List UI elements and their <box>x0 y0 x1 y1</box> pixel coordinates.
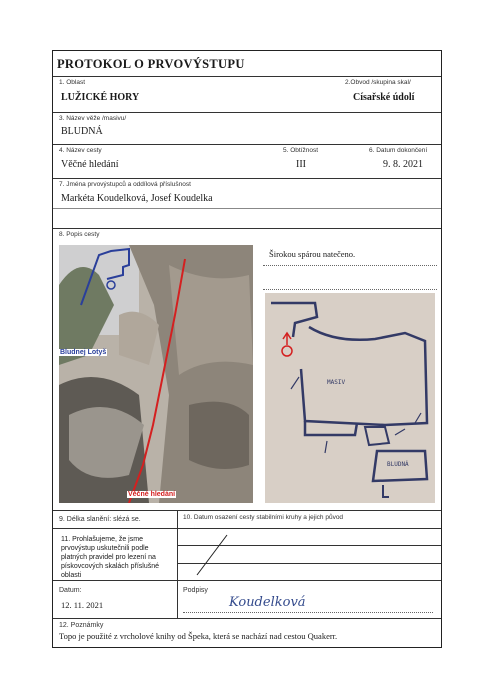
date-label: Datum: <box>59 587 82 594</box>
signatures-label: Podpisy <box>183 587 208 594</box>
sketch-label-massif: MASIV <box>327 379 346 386</box>
district-label: 2.Obvod /skupina skal/ <box>345 79 411 86</box>
photo-label-route: Věčné hledání <box>128 491 176 498</box>
description-line-1 <box>263 265 437 266</box>
rappel-divider <box>177 511 178 528</box>
title-row <box>53 51 441 77</box>
declaration-text: 11. Prohlašujeme, že jsme prvovýstup uskutečnili podle platných pravidel pro lezení na pískovcových skalách příslušné oblasti <box>61 536 160 579</box>
climbers-value: Markéta Koudelková, Josef Koudelka <box>61 193 213 204</box>
climbers-label: 7. Jména prvovýstupců a oddílová příslušnost <box>59 181 191 188</box>
rappel-row <box>53 511 441 529</box>
description-text: Širokou spárou natečeno. <box>269 249 356 259</box>
signature-row <box>53 581 441 619</box>
signature-line <box>183 612 433 613</box>
rappel-label: 9. Délka slanění: slézá se. <box>59 516 141 523</box>
signature-divider <box>177 581 178 618</box>
declaration-strike <box>193 533 233 577</box>
description-line-2 <box>263 289 437 290</box>
route-value: Věčné hledání <box>61 159 119 170</box>
date-completed-value: 9. 8. 2021 <box>383 159 423 170</box>
anchors-label: 10. Datum osazení cesty stabilními kruhy a jejich původ <box>183 514 344 521</box>
date-value: 12. 11. 2021 <box>61 600 104 610</box>
declaration-row <box>53 529 441 581</box>
route-photo-drawing <box>59 245 253 503</box>
area-row <box>53 77 441 113</box>
climbers-divider <box>53 208 441 209</box>
photo-label-neighbour-route: Bludnej Lotyš <box>60 349 107 356</box>
route-photo <box>59 245 253 503</box>
signature-handwritten: Koudelková <box>229 595 306 610</box>
notes-value: Topo je použité z vrcholové knihy od Špeka, která se nachází nad cestou Quakerr. <box>59 631 338 641</box>
notes-label: 12. Poznámky <box>59 622 104 629</box>
tower-value: BLUDNÁ <box>61 126 103 137</box>
first-ascent-protocol-form <box>52 50 442 648</box>
topo-sketch <box>265 293 435 503</box>
sketch-label-tower: BLUDNÁ <box>387 461 409 468</box>
route-label: 4. Název cesty <box>59 147 102 154</box>
notes-row <box>53 619 441 649</box>
date-completed-label: 6. Datum dokončení <box>369 147 428 154</box>
difficulty-label: 5. Obtížnost <box>283 147 319 154</box>
topo-sketch-drawing <box>265 293 435 503</box>
form-title: PROTOKOL O PRVOVÝSTUPU <box>57 57 245 71</box>
area-value: LUŽICKÉ HORY <box>61 92 140 103</box>
climbers-row <box>53 179 441 229</box>
difficulty-value: III <box>296 159 306 170</box>
declaration-divider <box>177 529 178 580</box>
district-value: Císařské údolí <box>353 92 415 103</box>
area-label: 1. Oblast <box>59 79 86 86</box>
route-row <box>53 145 441 179</box>
description-label: 8. Popis cesty <box>59 231 100 238</box>
tower-label: 3. Název věže /masivu/ <box>59 115 127 122</box>
tower-row <box>53 113 441 145</box>
